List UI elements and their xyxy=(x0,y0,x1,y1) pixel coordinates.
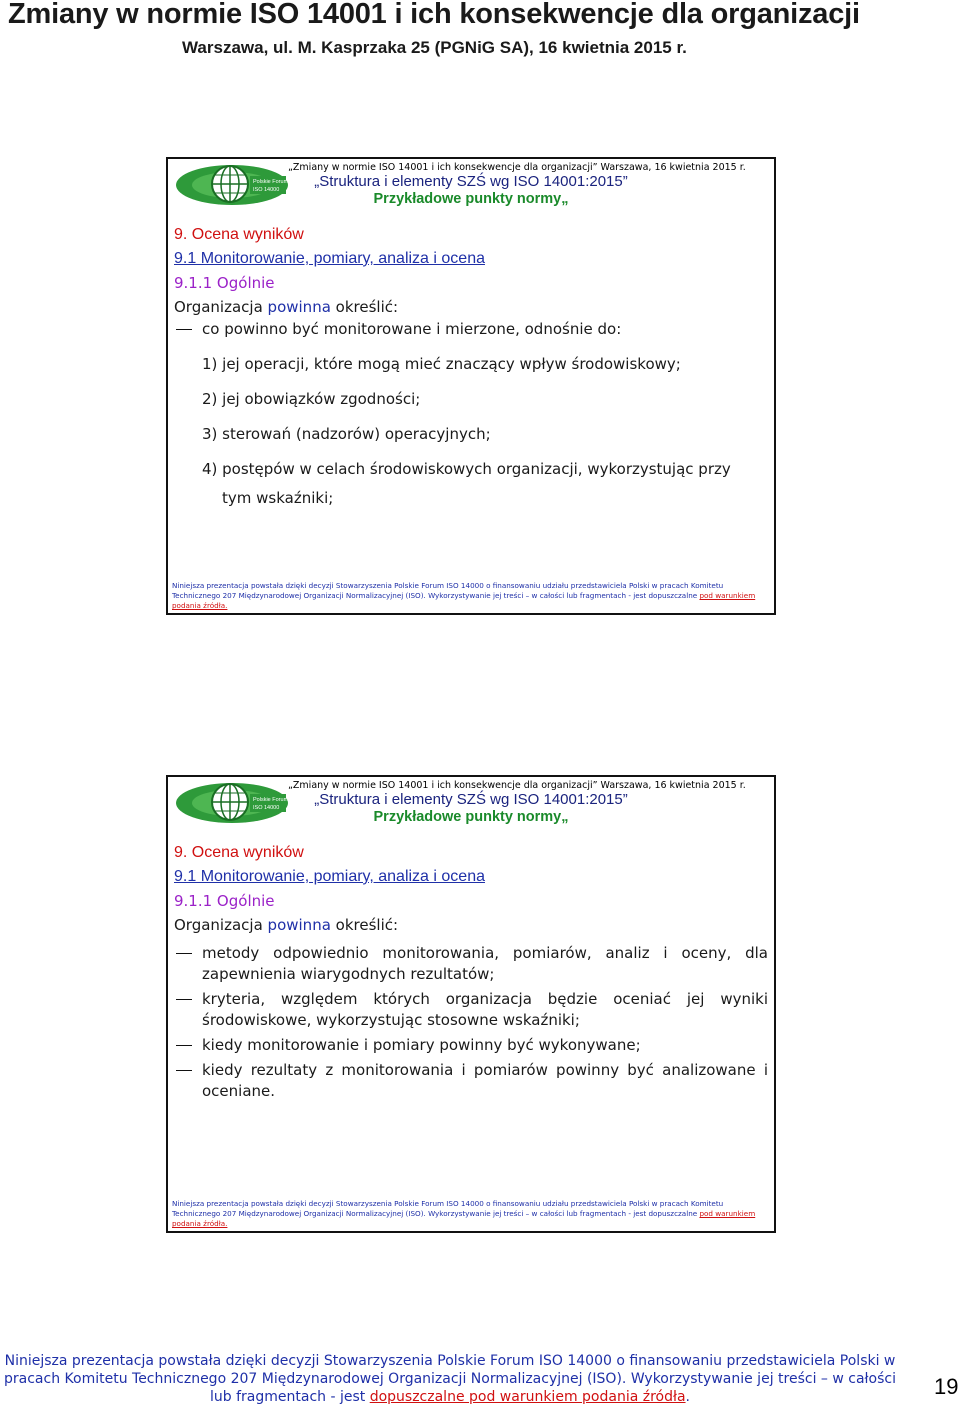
clause-heading: 9.1.1 Ogólnie xyxy=(174,274,275,292)
section-heading: 9. Ocena wyników xyxy=(174,844,304,861)
list-item: 2) jej obowiązków zgodności; xyxy=(202,390,421,408)
intro-text: Organizacja xyxy=(174,298,268,316)
list-item: 3) sterowań (nadzorów) operacyjnych; xyxy=(202,425,491,443)
page-footer-source-note: dopuszczalne pod warunkiem podania źródła xyxy=(369,1389,686,1405)
bullet-text: kiedy monitorowanie i pomiary powinny być wykonywane; xyxy=(202,1036,641,1054)
bullet-item xyxy=(174,943,768,985)
slide-footer xyxy=(172,1199,772,1229)
dash-marker xyxy=(176,329,192,330)
bullet-text: kiedy rezultaty z monitorowania i pomiarów powinny być analizowane i oceniane. xyxy=(202,1061,768,1100)
logo-text-line2: ISO 14000 xyxy=(253,805,280,811)
intro-line xyxy=(174,295,768,319)
bullet-item xyxy=(174,1060,768,1102)
slide-1 xyxy=(166,157,776,615)
intro-text-end: określić: xyxy=(330,298,399,316)
dash-marker xyxy=(176,1070,192,1071)
list-item-continuation: tym wskaźniki; xyxy=(222,489,334,507)
logo-text-line1: Polskie Forum xyxy=(253,179,288,185)
slide-footer-source-note: pod warunkiem podania źródła. xyxy=(172,591,756,610)
slide-header-event: „Zmiany w normie ISO 14001 i ich konsekwencje dla organizacji” Warszawa, 16 kwietnia 2015 r. xyxy=(288,162,746,173)
logo-text-line1: Polskie Forum xyxy=(253,797,288,803)
document-title: Zmiany w normie ISO 14001 i ich konsekwencje dla organizacji xyxy=(8,0,860,30)
page-footer xyxy=(0,1352,900,1406)
page-footer-period: . xyxy=(685,1389,690,1405)
intro-line xyxy=(174,913,768,937)
slide-header-title: „Struktura i elementy SZŚ wg ISO 14001:2015” xyxy=(314,791,628,808)
slide-body xyxy=(174,223,768,509)
section-heading: 9. Ocena wyników xyxy=(174,226,304,243)
keyword-powinna: powinna xyxy=(267,298,331,316)
page-footer-text: Niniejsza prezentacja powstała dzięki decyzji Stowarzyszenia Polskie Forum ISO 14000 o finansowaniu przedstawiciela Polski w pracach Komitetu Technicznego 207 Międzynarodowej Organizacji Normalizacyjnej (ISO). Wykorzystywanie jej treści – w całości lub fragmentach - jest xyxy=(4,1353,896,1405)
clause-heading: 9.1.1 Ogólnie xyxy=(174,892,275,910)
slide-footer-text: Niniejsza prezentacja powstała dzięki decyzji Stowarzyszenia Polskie Forum ISO 14000 o finansowaniu udziału przedstawiciela Polski w pracach Komitetu Technicznego 207 Międzynarodowej Organizacji Normalizacyjnej (ISO). Wykorzystywanie jej treści – w całości lub fragmentach - jest dopuszczalne xyxy=(172,581,724,600)
intro-text: Organizacja xyxy=(174,916,268,934)
logo-text-line2: ISO 14000 xyxy=(253,187,280,193)
subsection-heading: 9.1 Monitorowanie, pomiary, analiza i ocena xyxy=(174,250,485,267)
bullet-item xyxy=(174,989,768,1031)
list-item-text: 4) postępów w celach środowiskowych organizacji, wykorzystując przy xyxy=(202,460,731,478)
slide-header-subtitle: Przykładowe punkty normy„ xyxy=(373,809,569,825)
slide-header-event: „Zmiany w normie ISO 14001 i ich konsekwencje dla organizacji” Warszawa, 16 kwietnia 2015 r. xyxy=(288,780,746,791)
dash-marker xyxy=(176,1045,192,1046)
slide-footer xyxy=(172,581,772,611)
page-number: 19 xyxy=(934,1374,959,1399)
list-item xyxy=(174,458,768,509)
bullet-text: metody odpowiednio monitorowania, pomiarów, analiz i oceny, dla zapewnienia wiarygodnych rezultatów; xyxy=(202,944,768,983)
bullet-text: co powinno być monitorowane i mierzone, odnośnie do: xyxy=(202,320,622,338)
slide-footer-source-note: pod warunkiem podania źródła. xyxy=(172,1209,756,1228)
slide-footer-text: Niniejsza prezentacja powstała dzięki decyzji Stowarzyszenia Polskie Forum ISO 14000 o finansowaniu udziału przedstawiciela Polski w pracach Komitetu Technicznego 207 Międzynarodowej Organizacji Normalizacyjnej (ISO). Wykorzystywanie jej treści – w całości lub fragmentach - jest dopuszczalne xyxy=(172,1199,724,1218)
slide-header-subtitle: Przykładowe punkty normy„ xyxy=(373,191,569,207)
document-subtitle: Warszawa, ul. M. Kasprzaka 25 (PGNiG SA), 16 kwietnia 2015 r. xyxy=(182,38,687,57)
numbered-list xyxy=(174,353,768,509)
slide-2 xyxy=(166,775,776,1233)
dash-marker xyxy=(176,953,192,954)
list-item: 1) jej operacji, które mogą mieć znaczący wpływ środowiskowy; xyxy=(202,355,681,373)
slide-body xyxy=(174,841,768,1102)
bullet-item xyxy=(174,1035,768,1056)
bullet-text: kryteria, względem których organizacja będzie oceniać jej wyniki środowiskowe, wykorzystując stosowne wskaźniki; xyxy=(202,990,768,1029)
bullet-item xyxy=(174,319,768,340)
intro-text-end: określić: xyxy=(330,916,399,934)
dash-marker xyxy=(176,999,192,1000)
keyword-powinna: powinna xyxy=(267,916,331,934)
subsection-heading: 9.1 Monitorowanie, pomiary, analiza i ocena xyxy=(174,868,485,885)
slide-header-title: „Struktura i elementy SZŚ wg ISO 14001:2015” xyxy=(314,173,628,190)
